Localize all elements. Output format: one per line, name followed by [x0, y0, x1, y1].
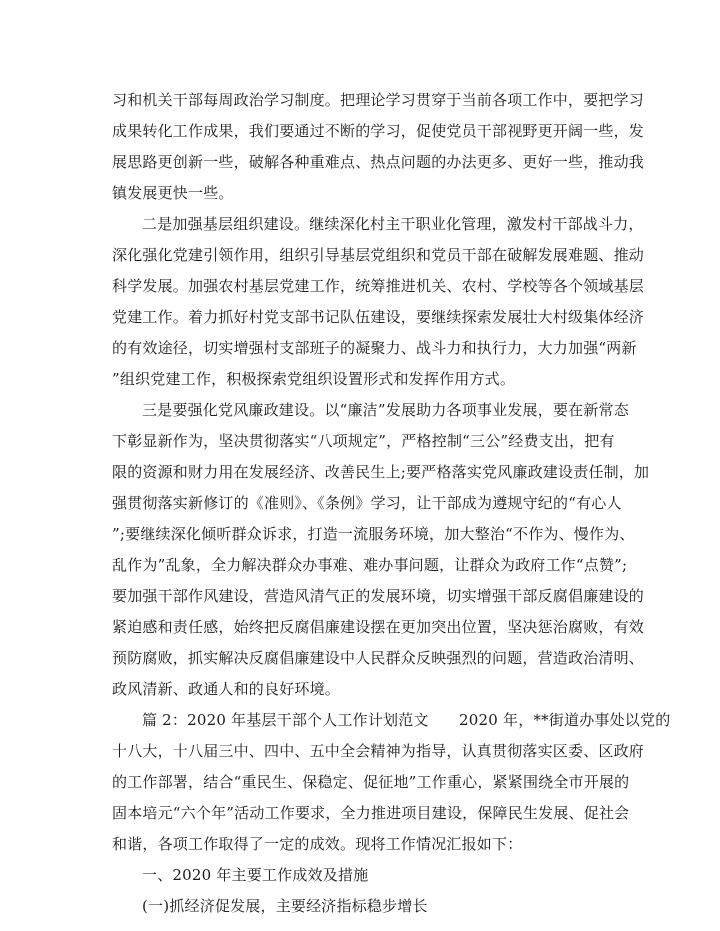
paragraph-line: 二是加强基层组织建设。继续深化村主干职业化管理，激发村干部战斗力，	[142, 215, 644, 233]
subsection-heading: 一、2020 年主要工作成效及措施	[142, 866, 369, 884]
paragraph-line: 十八大，十八届三中、四中、五中全会精神为指导，认真贯彻落实区委、区政府	[112, 742, 645, 760]
paragraph-line: 成果转化工作成果，我们要通过不断的学习，促使党员干部视野更开阔一些，发	[112, 122, 645, 140]
paragraph-line: 习和机关干部每周政治学习制度。把理论学习贯穿于当前各项工作中，要把学习	[112, 91, 645, 109]
paragraph-line: 党建工作。着力抓好村党支部书记队伍建设，要继续探索发展壮大村级集体经济	[112, 308, 645, 326]
paragraph-line: 镇发展更快一些。	[112, 184, 234, 202]
paragraph-line: 紧迫感和责任感，始终把反腐倡廉建设摆在更加突出位置，坚决惩治腐败，有效	[112, 618, 645, 636]
paragraph-line: 预防腐败，抓实解决反腐倡廉建设中人民群众反映强烈的问题，营造政治清明、	[112, 649, 645, 667]
paragraph-line: 政风清新、政通人和的良好环境。	[112, 680, 341, 698]
paragraph-line: 强贯彻落实新修订的《准则》、《条例》学习，让干部成为遵规守纪的“有心人	[112, 494, 622, 512]
paragraph-line: ”;要继续深化倾听群众诉求，打造一流服务环境，加大整治“不作为、慢作为、	[112, 525, 635, 543]
paragraph-line: 要加强干部作风建设，营造风清气正的发展环境，切实增强干部反腐倡廉建设的	[112, 587, 645, 605]
subsection-heading: (一)抓经济促发展，主要经济指标稳步增长	[142, 897, 428, 915]
paragraph-line: 和谐，各项工作取得了一定的成效。现将工作情况汇报如下：	[112, 835, 523, 853]
paragraph-line: 展思路更创新一些，破解各种重难点、热点问题的办法更多、更好一些，推动我	[112, 153, 645, 171]
paragraph-line: 科学发展。加强农村基层党建工作，统筹推进机关、农村、学校等各个领域基层	[112, 277, 645, 295]
paragraph-line: 三是要强化党风廉政建设。以“廉洁”发展助力各项事业发展，要在新常态	[142, 401, 629, 419]
paragraph-line: 深化强化党建引领作用，组织引导基层党组织和党员干部在破解发展难题、推动	[112, 246, 645, 264]
paragraph-line: ”组织党建工作，积极探索党组织设置形式和发挥作用方式。	[112, 370, 516, 388]
paragraph-line: 的有效途径，切实增强村支部班子的凝聚力、战斗力和执行力，大力加强“两新	[112, 339, 637, 357]
paragraph-line: 的工作部署，结合“重民生、保稳定、促征地”工作重心，紧紧围绕全市开展的	[112, 773, 630, 791]
paragraph-line: 固本培元“六个年”活动工作要求，全力推进项目建设，保障民生发展、促社会	[112, 804, 630, 822]
paragraph-line: 限的资源和财力用在发展经济、改善民生上;要严格落实党风廉政建设责任制，加	[112, 463, 650, 481]
paragraph-line: 乱作为”乱象，全力解决群众办事难、难办事问题，让群众为政府工作“点赞”;	[112, 556, 628, 574]
section-heading-line: 篇 2：2020 年基层干部个人工作计划范文 2020 年，**街道办事处以党的	[142, 711, 671, 729]
paragraph-line: 下彰显新作为，坚决贯彻落实“八项规定”，严格控制“三公”经费支出，把有	[112, 432, 615, 450]
